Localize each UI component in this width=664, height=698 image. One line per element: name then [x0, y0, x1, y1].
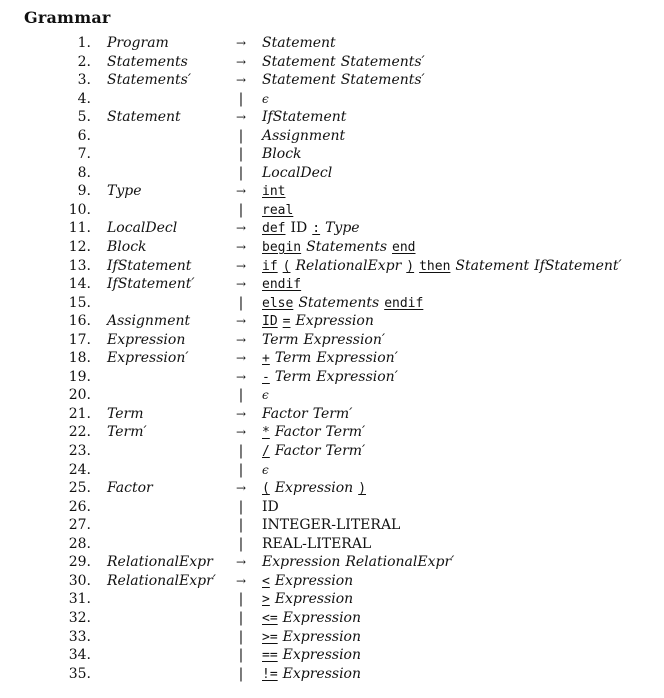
- rule-lhs: Factor: [107, 480, 153, 497]
- derives-arrow: →: [235, 332, 247, 347]
- alternative-bar: |: [238, 498, 244, 515]
- nonterminal: Factor: [274, 424, 321, 441]
- rule-number: 13.: [68, 257, 91, 274]
- grammar-rule-row: [0, 349, 664, 368]
- rule-rhs: [262, 665, 361, 685]
- rule-rhs: [262, 294, 423, 314]
- nonterminal: RelationalExpr: [295, 257, 402, 274]
- rule-number: 9.: [77, 183, 91, 200]
- nonterminal: LocalDecl: [262, 164, 333, 181]
- rule-number: 14.: [68, 276, 91, 293]
- rule-rhs: [262, 516, 400, 535]
- grammar-rule-row: [0, 461, 664, 480]
- grammar-rule-row: [0, 219, 664, 238]
- derives-arrow: →: [235, 314, 247, 329]
- rule-rhs: [262, 386, 269, 405]
- rule-rhs: [262, 257, 622, 277]
- nonterminal: Statements′: [340, 53, 425, 70]
- grammar-rule-row: [0, 535, 664, 554]
- symbol-terminal: -: [262, 369, 270, 385]
- grammar-rule-row: [0, 423, 664, 442]
- nonterminal: Expression: [262, 554, 341, 571]
- nonterminal: Expression′: [303, 331, 386, 348]
- rule-number: 8.: [77, 164, 91, 181]
- nonterminal: Type: [325, 220, 360, 237]
- nonterminal: Expression: [282, 628, 362, 645]
- alternative-bar: |: [238, 665, 244, 682]
- rule-rhs: [262, 164, 332, 183]
- nonterminal: Expression′: [316, 368, 398, 385]
- rule-number: 2.: [77, 53, 91, 70]
- derives-arrow: →: [235, 573, 247, 588]
- rule-rhs: [262, 275, 301, 295]
- grammar-rule-row: [0, 238, 664, 257]
- nonterminal: Block: [262, 146, 302, 163]
- derives-arrow: →: [235, 184, 247, 199]
- rule-rhs: [262, 609, 361, 629]
- nonterminal: Statement: [455, 257, 530, 274]
- rule-rhs: [262, 182, 285, 202]
- rule-number: 26.: [68, 498, 91, 515]
- nonterminal: IfStatement′: [534, 257, 622, 274]
- literal-terminal: INTEGER-LITERAL: [262, 517, 401, 534]
- grammar-rule-row: [0, 553, 664, 572]
- rule-number: 16.: [68, 313, 91, 330]
- nonterminal: Statement: [262, 53, 336, 70]
- derives-arrow: →: [235, 425, 247, 440]
- rule-number: 15.: [68, 294, 91, 311]
- rule-rhs: [262, 479, 366, 499]
- rule-rhs: [262, 312, 374, 332]
- grammar-rule-row: [0, 294, 664, 313]
- nonterminal: IfStatement: [262, 109, 347, 126]
- keyword-terminal: endif: [384, 295, 424, 311]
- keyword-terminal: real: [262, 202, 294, 218]
- rule-lhs: Statement: [107, 109, 181, 126]
- derives-arrow: →: [235, 73, 247, 88]
- nonterminal: Term′: [325, 424, 366, 441]
- grammar-rule-row: [0, 90, 664, 109]
- grammar-rule-row: [0, 53, 664, 72]
- rule-number: 10.: [68, 201, 91, 218]
- symbol-terminal: *: [262, 425, 270, 441]
- rule-number: 17.: [68, 331, 91, 348]
- rule-lhs: LocalDecl: [107, 220, 178, 237]
- rule-lhs: Type: [107, 183, 142, 200]
- rule-number: 23.: [68, 443, 91, 460]
- derives-arrow: →: [235, 555, 247, 570]
- grammar-rule-row: [0, 405, 664, 424]
- grammar-rule-row: [0, 331, 664, 350]
- derives-arrow: →: [235, 369, 247, 384]
- symbol-terminal: <: [262, 573, 270, 589]
- grammar-rule-row: [0, 145, 664, 164]
- grammar-rule-row: [0, 498, 664, 517]
- derives-arrow: →: [235, 36, 247, 50]
- rule-number: 22.: [68, 424, 91, 441]
- rule-lhs: Expression′: [107, 350, 189, 367]
- symbol-terminal: ==: [262, 648, 278, 664]
- rule-rhs: [262, 108, 346, 127]
- rule-number: 6.: [77, 127, 91, 144]
- rule-rhs: [262, 461, 269, 480]
- rule-number: 31.: [68, 591, 91, 608]
- derives-arrow: →: [235, 240, 247, 255]
- grammar-rule-row: [0, 479, 664, 498]
- grammar-rule-row: [0, 201, 664, 220]
- alternative-bar: |: [238, 517, 244, 534]
- alternative-bar: |: [238, 647, 244, 664]
- rule-number: 35.: [68, 665, 91, 682]
- alternative-bar: |: [238, 628, 244, 645]
- epsilon: ϵ: [262, 91, 269, 106]
- rule-number: 24.: [68, 461, 91, 478]
- nonterminal: Expression: [282, 609, 362, 626]
- symbol-terminal: :: [312, 221, 321, 237]
- derives-arrow: →: [235, 406, 247, 421]
- grammar-table: [0, 34, 664, 683]
- symbol-terminal: (: [282, 258, 291, 274]
- rule-rhs: [262, 646, 361, 666]
- nonterminal: Factor: [262, 405, 308, 422]
- nonterminal: Expression: [274, 480, 354, 497]
- rule-number: 1.: [77, 35, 91, 51]
- rule-lhs: RelationalExpr′: [107, 572, 216, 589]
- rule-number: 7.: [77, 146, 91, 163]
- nonterminal: Statement: [262, 72, 336, 89]
- grammar-rule-row: [0, 34, 664, 53]
- alternative-bar: |: [238, 90, 244, 107]
- derives-arrow: →: [235, 277, 247, 292]
- rule-number: 32.: [68, 609, 91, 626]
- nonterminal: Expression: [282, 647, 362, 664]
- rule-number: 34.: [68, 647, 91, 664]
- rule-rhs: [262, 572, 353, 592]
- alternative-bar: |: [238, 164, 244, 181]
- keyword-terminal: endif: [262, 277, 302, 293]
- nonterminal: Term: [262, 331, 299, 348]
- rule-rhs: [262, 53, 425, 72]
- derives-arrow: →: [235, 258, 247, 273]
- rule-number: 27.: [68, 517, 91, 534]
- rule-number: 18.: [68, 350, 91, 367]
- alternative-bar: |: [238, 461, 244, 478]
- rule-number: 12.: [68, 239, 91, 256]
- rule-rhs: [262, 423, 365, 443]
- rule-number: 11.: [68, 220, 91, 237]
- symbol-terminal: !=: [262, 666, 278, 682]
- nonterminal: Term′: [312, 405, 353, 422]
- derives-arrow: →: [235, 221, 247, 236]
- rule-lhs: Assignment: [107, 313, 191, 330]
- rule-rhs: [262, 127, 345, 146]
- grammar-rule-row: [0, 71, 664, 90]
- rule-lhs: Program: [107, 35, 169, 51]
- rule-rhs: [262, 628, 361, 648]
- rule-rhs: [262, 331, 385, 350]
- rule-number: 4.: [77, 90, 91, 107]
- grammar-rule-row: [0, 590, 664, 609]
- literal-terminal: REAL-LITERAL: [262, 535, 372, 552]
- derives-arrow: →: [235, 54, 247, 69]
- keyword-terminal: else: [262, 295, 294, 311]
- rule-rhs: [262, 368, 398, 388]
- nonterminal: Statements′: [340, 72, 425, 89]
- nonterminal: Term: [274, 368, 312, 385]
- grammar-rule-row: [0, 665, 664, 684]
- rule-number: 3.: [77, 72, 91, 89]
- keyword-terminal: def: [262, 221, 286, 237]
- nonterminal: Expression: [274, 591, 354, 608]
- rule-rhs: [262, 201, 293, 221]
- nonterminal: Factor: [274, 443, 321, 460]
- rule-rhs: [262, 498, 279, 517]
- keyword-terminal: end: [392, 240, 416, 256]
- literal-terminal: ID: [290, 220, 308, 237]
- symbol-terminal: >: [262, 592, 270, 608]
- grammar-rule-row: [0, 368, 664, 387]
- rule-number: 33.: [68, 628, 91, 645]
- grammar-rule-row: [0, 646, 664, 665]
- rule-rhs: [262, 219, 360, 239]
- rule-number: 30.: [68, 572, 91, 589]
- nonterminal: Assignment: [262, 127, 346, 144]
- rule-number: 19.: [68, 368, 91, 385]
- alternative-bar: |: [238, 201, 244, 218]
- symbol-terminal: >=: [262, 629, 278, 645]
- rule-lhs: IfStatement′: [107, 276, 195, 293]
- rule-lhs: RelationalExpr: [107, 554, 213, 571]
- alternative-bar: |: [238, 294, 244, 311]
- rule-rhs: [262, 590, 353, 610]
- keyword-terminal: begin: [262, 240, 302, 256]
- grammar-rule-row: [0, 127, 664, 146]
- symbol-terminal: <=: [262, 610, 278, 626]
- literal-terminal: ID: [262, 498, 279, 515]
- nonterminal: Statement: [262, 35, 336, 51]
- rule-lhs: Block: [107, 239, 147, 256]
- rule-number: 29.: [68, 554, 91, 571]
- rule-rhs: [262, 349, 398, 369]
- nonterminal: Expression: [282, 665, 362, 682]
- rule-rhs: [262, 553, 454, 572]
- nonterminal: Expression: [295, 313, 374, 330]
- grammar-rule-row: [0, 164, 664, 183]
- nonterminal: Expression: [274, 572, 354, 589]
- symbol-terminal: ID: [262, 314, 278, 330]
- rule-rhs: [262, 405, 352, 424]
- keyword-terminal: if: [262, 258, 278, 274]
- keyword-terminal: int: [262, 184, 286, 200]
- nonterminal: Statements: [298, 294, 380, 311]
- symbol-terminal: ): [358, 481, 367, 497]
- alternative-bar: |: [238, 535, 244, 552]
- rule-number: 21.: [68, 405, 91, 422]
- grammar-rule-row: [0, 572, 664, 591]
- grammar-rule-row: [0, 275, 664, 294]
- grammar-rule-row: [0, 312, 664, 331]
- grammar-rule-row: [0, 257, 664, 276]
- grammar-rule-row: [0, 628, 664, 647]
- rule-rhs: [262, 535, 371, 554]
- epsilon: ϵ: [262, 388, 269, 403]
- symbol-terminal: =: [282, 314, 291, 330]
- derives-arrow: →: [235, 110, 247, 125]
- rule-lhs: Expression: [107, 331, 186, 348]
- grammar-rule-row: [0, 108, 664, 127]
- rule-rhs: [262, 34, 336, 53]
- nonterminal: RelationalExpr′: [345, 554, 455, 571]
- keyword-terminal: then: [419, 258, 451, 274]
- grammar-rule-row: [0, 609, 664, 628]
- page-title: Grammar: [24, 8, 111, 27]
- alternative-bar: |: [238, 591, 244, 608]
- alternative-bar: |: [238, 146, 244, 163]
- symbol-terminal: ): [406, 258, 415, 274]
- nonterminal: Statements: [306, 239, 388, 256]
- alternative-bar: |: [238, 609, 244, 626]
- nonterminal: Term: [274, 350, 312, 367]
- rule-lhs: IfStatement: [107, 257, 192, 274]
- symbol-terminal: +: [262, 351, 270, 367]
- derives-arrow: →: [235, 351, 247, 366]
- alternative-bar: |: [238, 387, 244, 404]
- grammar-rule-row: [0, 516, 664, 535]
- rule-lhs: Term: [107, 405, 144, 422]
- grammar-rule-row: [0, 182, 664, 201]
- rule-lhs: Statements: [107, 53, 188, 70]
- grammar-rule-row: [0, 442, 664, 461]
- symbol-terminal: /: [262, 444, 270, 460]
- symbol-terminal: (: [262, 481, 270, 497]
- rule-rhs: [262, 145, 302, 164]
- rule-lhs: Statements′: [107, 72, 192, 89]
- rule-number: 20.: [68, 387, 91, 404]
- rule-number: 5.: [77, 109, 91, 126]
- rule-rhs: [262, 238, 416, 258]
- epsilon: ϵ: [262, 462, 269, 477]
- nonterminal: Expression′: [316, 350, 398, 367]
- grammar-rule-row: [0, 386, 664, 405]
- rule-number: 28.: [68, 535, 91, 552]
- rule-lhs: Term′: [107, 424, 147, 441]
- rule-rhs: [262, 442, 365, 462]
- nonterminal: Term′: [325, 443, 366, 460]
- rule-rhs: [262, 71, 425, 90]
- rule-rhs: [262, 90, 269, 109]
- rule-number: 25.: [68, 480, 91, 497]
- alternative-bar: |: [238, 443, 244, 460]
- alternative-bar: |: [238, 127, 244, 144]
- derives-arrow: →: [235, 481, 247, 496]
